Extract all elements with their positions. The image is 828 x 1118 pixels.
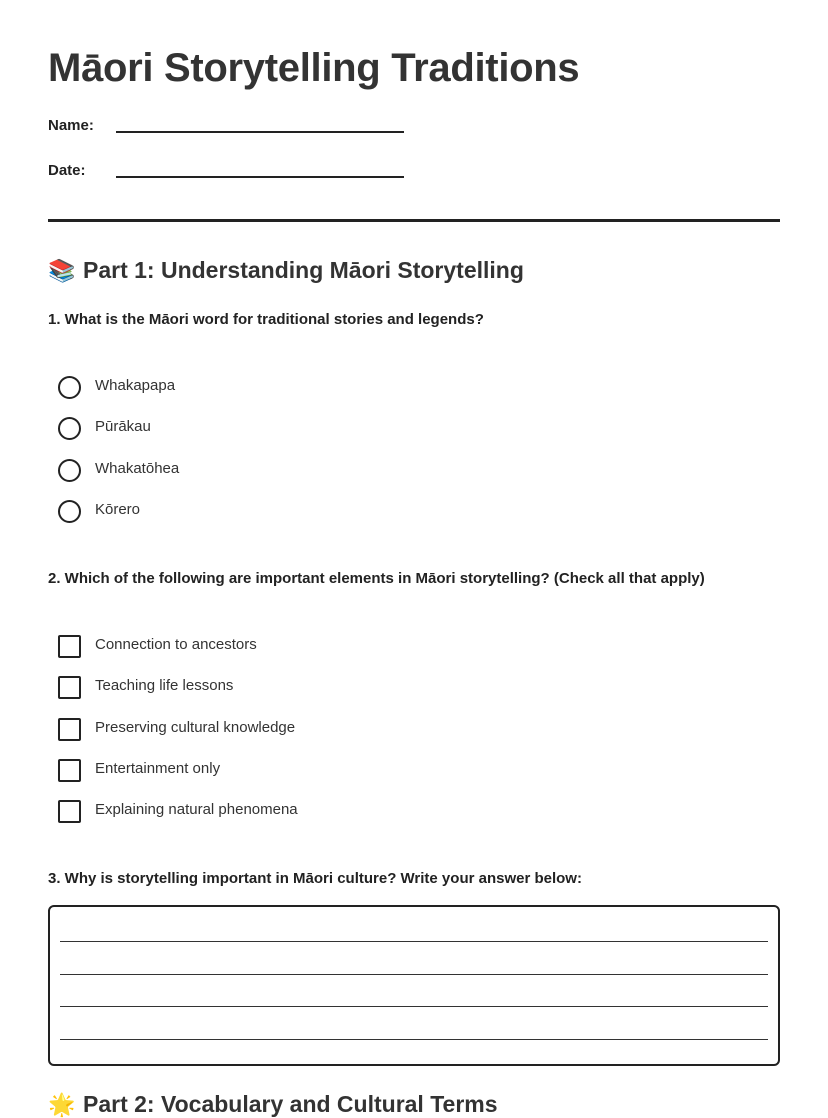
answer-line (60, 1006, 768, 1007)
answer-line (60, 1039, 768, 1040)
date-input[interactable] (116, 176, 404, 178)
checkbox[interactable] (58, 800, 81, 823)
date-label: Date: (48, 162, 86, 179)
option-label: Whakatōhea (95, 460, 180, 477)
name-label: Name: (48, 117, 94, 134)
option-label: Whakapapa (95, 377, 176, 394)
part1-heading-text: Part 1: Understanding Māori Storytelling (83, 257, 524, 283)
checkbox[interactable] (58, 676, 81, 699)
radio-button[interactable] (58, 500, 81, 523)
header-divider (48, 219, 780, 222)
part2-heading-text: Part 2: Vocabulary and Cultural Terms (83, 1091, 498, 1117)
checkbox[interactable] (58, 635, 81, 658)
question-1: 1. What is the Māori word for traditional stories and legends? (48, 311, 484, 328)
option-label: Preserving cultural knowledge (95, 719, 296, 736)
page-title: Māori Storytelling Traditions (48, 46, 580, 90)
books-icon: 📚 (48, 258, 76, 283)
radio-button[interactable] (58, 376, 81, 399)
name-input[interactable] (116, 131, 404, 133)
answer-line (60, 941, 768, 942)
option-label: Teaching life lessons (95, 677, 234, 694)
question-2: 2. Which of the following are important elements in Māori storytelling? (Check all that apply) (48, 570, 705, 587)
radio-button[interactable] (58, 417, 81, 440)
checkbox[interactable] (58, 718, 81, 741)
glowing-star-icon: 🌟 (48, 1092, 76, 1117)
question-3: 3. Why is storytelling important in Māori culture? Write your answer below: (48, 870, 582, 887)
option-label: Kōrero (95, 501, 141, 518)
option-label: Explaining natural phenomena (95, 801, 298, 818)
part1-heading (48, 257, 524, 284)
part2-heading (48, 1091, 498, 1118)
option-label: Pūrākau (95, 418, 151, 435)
checkbox[interactable] (58, 759, 81, 782)
option-label: Connection to ancestors (95, 636, 257, 653)
option-label: Entertainment only (95, 760, 221, 777)
q3-answer-box[interactable] (48, 905, 780, 1066)
answer-line (60, 974, 768, 975)
radio-button[interactable] (58, 459, 81, 482)
